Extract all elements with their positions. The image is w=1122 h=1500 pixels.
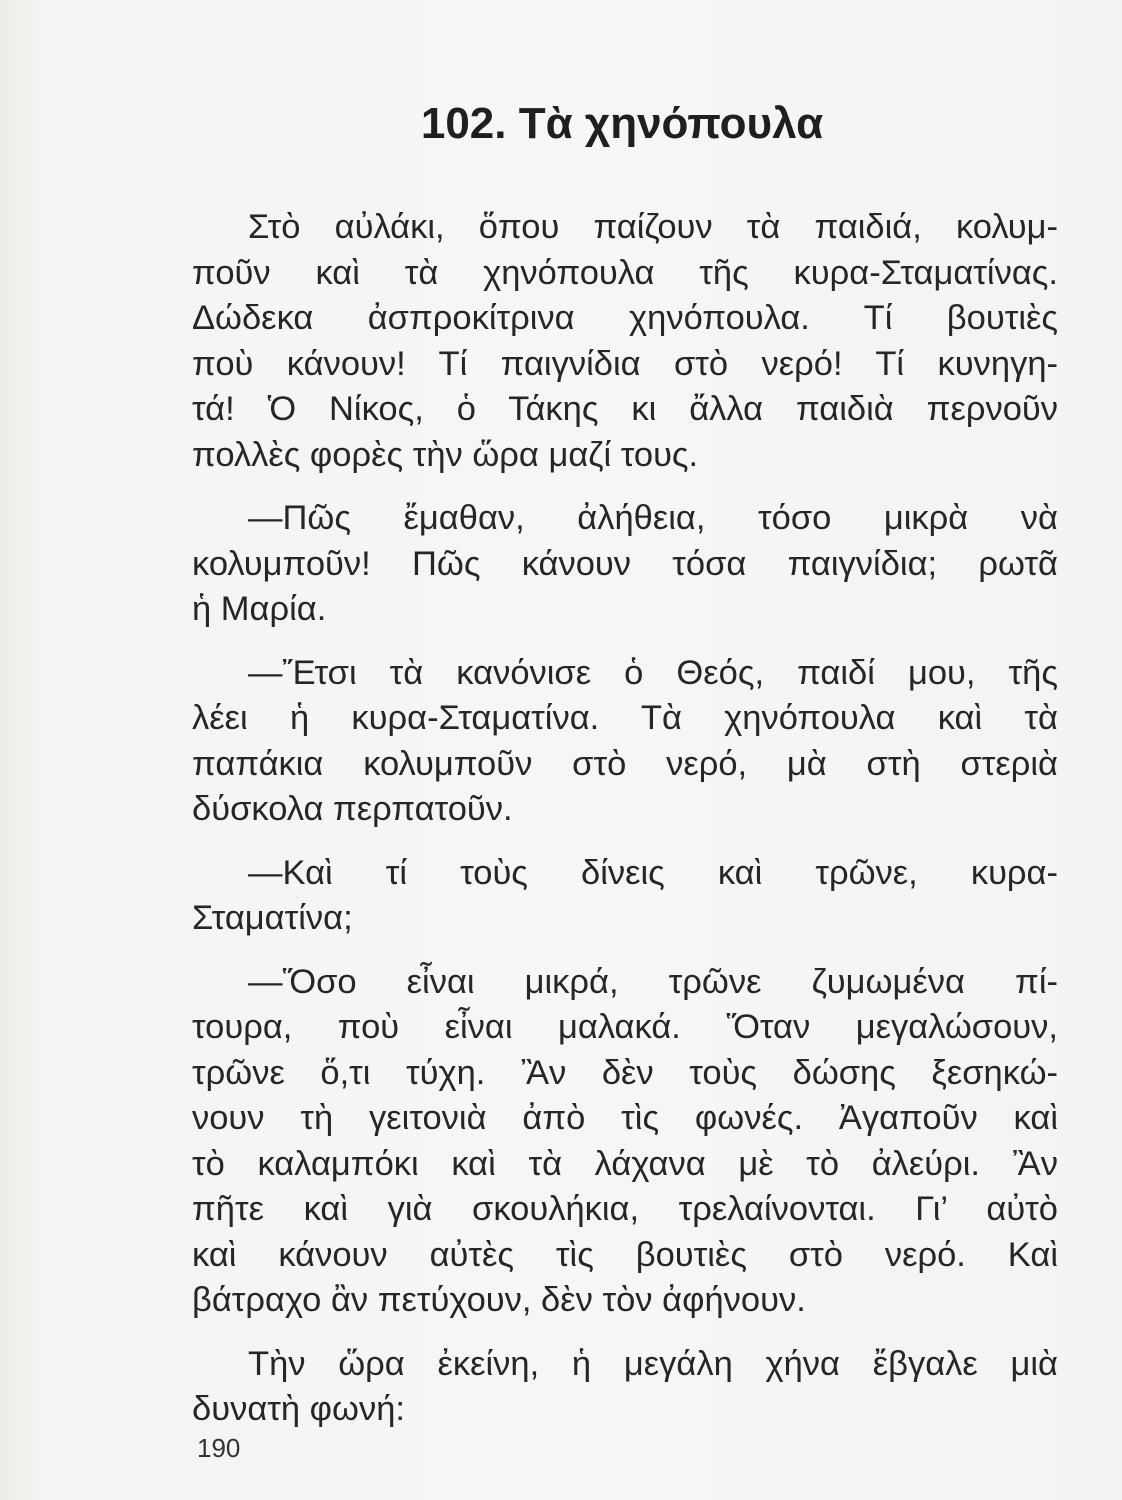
text-line: τά! Ὁ Νίκος, ὁ Τάκης κι ἄλλα παιδιὰ περνοῦν: [192, 390, 1058, 428]
text-line: Τὴν ὥρα ἐκείνη, ἡ μεγάλη χήνα ἔβγαλε μιὰ: [248, 1344, 1058, 1383]
text-line: πῆτε καὶ γιὰ σκουλήκια, τρελαίνονται. Γι’ αὐτὸ: [192, 1190, 1058, 1228]
text-line: τουρα, ποὺ εἶναι μαλακά. Ὅταν μεγαλώσουν,: [192, 1008, 1058, 1046]
text-line: καὶ κάνουν αὐτὲς τὶς βουτιὲς στὸ νερό. Καὶ: [192, 1235, 1058, 1274]
text-line: Στὸ αὐλάκι, ὅπου παίζουν τὰ παιδιά, κολυμ-: [248, 208, 1058, 246]
text-line: —Ὅσο εἶναι μικρά, τρῶνε ζυμωμένα πί-: [248, 962, 1058, 1001]
text-line: —Πῶς ἔμαθαν, ἀλήθεια, τόσο μικρὰ νὰ: [248, 499, 1058, 537]
text-line: τρῶνε ὅ,τι τύχη. Ἂν δὲν τοὺς δώσης ξεσηκώ-: [192, 1053, 1058, 1092]
text-line: ἡ Μαρία.: [192, 590, 327, 628]
text-line: ποῦν καὶ τὰ χηνόπουλα τῆς κυρα-Σταματίνας.: [192, 253, 1058, 292]
text-line: πολλὲς φορὲς τὴν ὥρα μαζί τους.: [192, 435, 699, 474]
text-line: Σταματίνα;: [192, 899, 353, 937]
text-line: —Ἔτσι τὰ κανόνισε ὁ Θεός, παιδί μου, τῆς: [248, 653, 1058, 692]
text-line: δυνατὴ φωνή:: [192, 1390, 405, 1428]
text-line: ποὺ κάνουν! Τί παιγνίδια στὸ νερό! Τί κυνηγη-: [192, 344, 1058, 383]
paragraph-2: [192, 496, 1058, 633]
paragraph-3: [192, 651, 1058, 833]
text-line: λέει ἡ κυρα-Σταματίνα. Τὰ χηνόπουλα καὶ τὰ: [192, 699, 1058, 737]
paragraph-5: [192, 960, 1058, 1324]
body-text: [192, 205, 1058, 1451]
text-line: Δώδεκα ἀσπροκίτρινα χηνόπουλα. Τί βουτιὲς: [192, 299, 1058, 337]
text-line: νουν τὴ γειτονιὰ ἀπὸ τὶς φωνές. Ἀγαποῦν καὶ: [192, 1099, 1058, 1137]
paragraph-4: [192, 851, 1058, 942]
text-line: βάτραχο ἂν πετύχουν, δὲν τὸν ἀφήνουν.: [192, 1281, 806, 1319]
text-line: —Καὶ τί τοὺς δίνεις καὶ τρῶνε, κυρα-: [248, 853, 1058, 892]
chapter-title: 102. Τὰ χηνόπουλα: [420, 99, 824, 148]
paragraph-1: [192, 205, 1058, 478]
text-line: τὸ καλαμπόκι καὶ τὰ λάχανα μὲ τὸ ἀλεύρι. Ἂν: [192, 1144, 1058, 1183]
text-line: δύσκολα περπατοῦν.: [192, 790, 513, 828]
page-number: 190: [197, 1433, 241, 1463]
text-line: κολυμποῦν! Πῶς κάνουν τόσα παιγνίδια; ρωτᾶ: [192, 544, 1058, 583]
paragraph-6: [192, 1342, 1058, 1433]
text-line: παπάκια κολυμποῦν στὸ νερό, μὰ στὴ στεριὰ: [192, 744, 1058, 783]
